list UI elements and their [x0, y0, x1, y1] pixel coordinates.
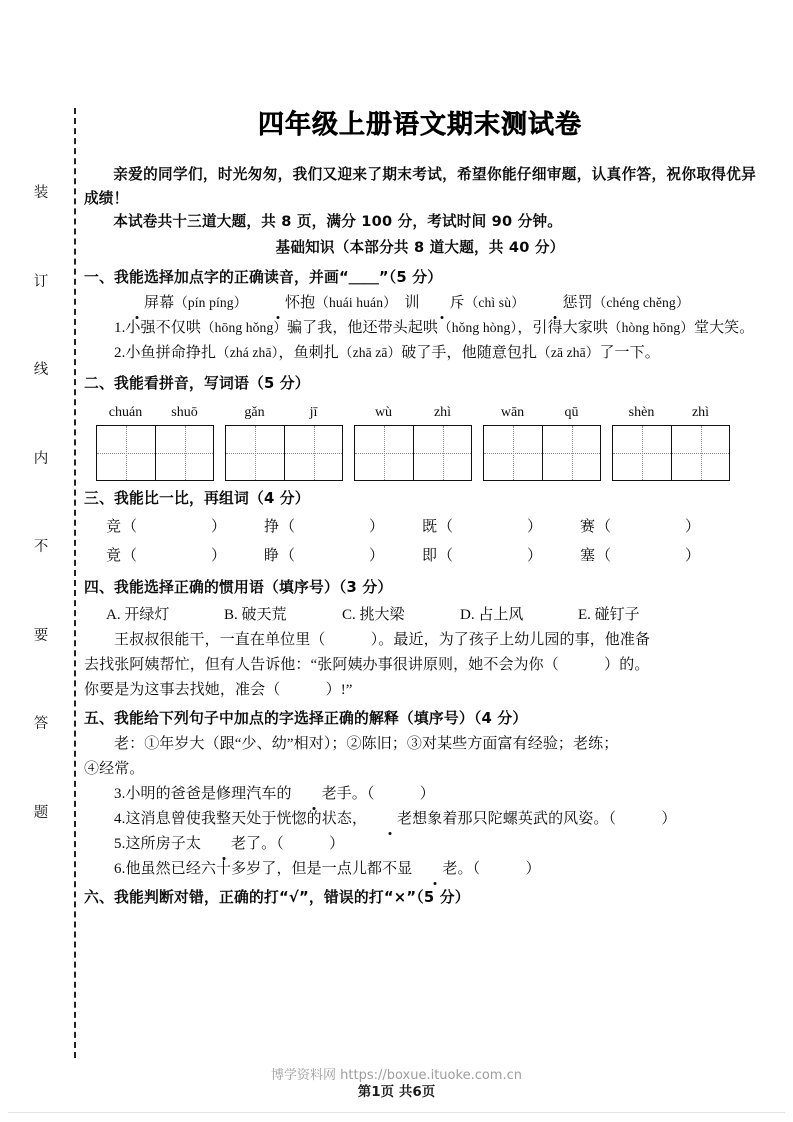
pinyin-labels-5 [612, 404, 730, 425]
watermark-text: 博学资料网 https://boxue.ituoke.com.cn [271, 1068, 522, 1083]
paren-close: ） [211, 519, 227, 536]
binding-char-1: 装 [33, 185, 49, 201]
s1-word-4[interactable] [533, 295, 690, 311]
s1-q1-option-c[interactable]: （hòng hōng） [607, 320, 694, 336]
s5-item5-post: 了。（ ） [246, 836, 345, 853]
grid-cell[interactable] [155, 426, 213, 480]
s1-q1-part-c: ，引得大家哄 [517, 320, 608, 337]
s1-q1-option-a[interactable]: （hōng hǒng） [200, 320, 288, 336]
paren-open: （ [596, 548, 612, 565]
section-1-word-row [84, 291, 756, 316]
binding-char-8: 题 [33, 804, 49, 821]
section-5-item-4[interactable] [84, 807, 756, 832]
compare-words-row-2 [84, 542, 756, 571]
s5-item5-pre: 这所房子太 [125, 836, 201, 853]
bottom-divider [8, 1112, 785, 1113]
binding-char-4: 内 [33, 450, 49, 467]
pinyin-5-syllable-2: zhì [691, 405, 710, 421]
s1-word-4-rest: 罚 [577, 295, 593, 312]
pinyin-3-syllable-1: wù [374, 405, 393, 421]
s1-word-2-rest: 抱 [300, 295, 316, 312]
intro-exam-info: 本试卷共十三道大题，共 8 页，满分 100 分，考试时间 90 分钟。 [113, 213, 563, 231]
pinyin-writing-grid-row [84, 398, 732, 481]
paren-close: ） [685, 519, 701, 536]
s1-q1-part-d: 堂大笑。 [693, 320, 755, 337]
section-1-heading: 一、我能选择加点字的正确读音，并画“＿＿”（5 分） [84, 268, 443, 286]
s5-item6-num: 6. [114, 860, 126, 877]
pinyin-4-syllable-1: wān [500, 405, 525, 421]
section-1-question-1 [84, 316, 756, 341]
grid-cell[interactable] [355, 426, 413, 480]
compare-char: 既 [422, 519, 438, 536]
pinyin-5-syllable-1: shèn [628, 405, 655, 421]
paren-open: （ [122, 548, 138, 565]
compare-char: 竟 [106, 548, 122, 565]
idiom-option-e[interactable]: E. 碰钉子 [578, 606, 640, 623]
pinyin-2-syllable-1: gǎn [244, 405, 265, 421]
grid-cell[interactable] [542, 426, 600, 480]
pinyin-2-syllable-2: jī [309, 405, 318, 421]
paren-close: ） [527, 548, 543, 565]
section-5-item-5[interactable] [84, 832, 756, 857]
s1-q2-option-a[interactable]: （zhá zhā） [216, 345, 279, 361]
binding-char-7: 答 [33, 716, 49, 732]
s1-q1-option-b[interactable]: （hǒng hòng） [438, 320, 518, 336]
binding-char-6: 要 [33, 627, 49, 644]
pinyin-3-syllable-2: zhì [433, 405, 452, 421]
paren-open: （ [438, 548, 454, 565]
answer-grid-4[interactable] [483, 425, 601, 481]
s1-word-1-dotted-char: 屏 [114, 291, 159, 316]
compare-item[interactable] [422, 513, 580, 542]
idiom-passage-line-3[interactable]: 你要是为这事去找她，准会（ ）!” [84, 681, 353, 698]
idiom-option-c[interactable]: C. 挑大梁 [342, 606, 405, 623]
page-number: 第1页 共6页 [357, 1084, 436, 1101]
section-6-heading: 六、我能判断对错，正确的打“√”，错误的打“×”（5 分） [84, 888, 470, 906]
section-5-heading: 五、我能给下列句子中加点的字选择正确的解释（填序号）（4 分） [84, 709, 528, 727]
s1-word-3-options[interactable]: （chì sù） [464, 295, 525, 311]
paren-close: ） [211, 548, 227, 565]
binding-char-3: 线 [33, 362, 49, 378]
pinyin-1-syllable-1: chuán [108, 405, 143, 421]
pinyin-word-group-2 [225, 404, 343, 481]
grid-cell[interactable] [613, 426, 671, 480]
s1-word-1[interactable] [114, 295, 247, 311]
grid-cell[interactable] [284, 426, 342, 480]
s5-item4-pre: 这消息曾使我整天处于恍惚的状态， [125, 811, 368, 828]
s1-q2-option-c[interactable]: （zā zhā） [537, 345, 600, 361]
answer-grid-2[interactable] [225, 425, 343, 481]
grid-cell[interactable] [671, 426, 729, 480]
paren-open: （ [122, 519, 138, 536]
exam-sheet [84, 0, 756, 1122]
compare-char: 塞 [580, 548, 596, 565]
s1-word-1-options[interactable]: （pín píng） [174, 295, 248, 311]
gloss-line-1: 老：①年岁大（跟“少、幼”相对）；②陈旧；③对某些方面富有经验；老练； [114, 736, 619, 753]
s1-q2-part-d: 了一下。 [599, 345, 660, 362]
s5-item4-post: 想象着那只陀螺英武的风姿。（ ） [412, 811, 677, 828]
s1-q2-part-a: 小鱼拼命挣扎 [125, 345, 217, 362]
page-footer [0, 1068, 793, 1102]
idiom-option-b[interactable]: B. 破天荒 [224, 606, 287, 623]
answer-grid-3[interactable] [354, 425, 472, 481]
compare-item[interactable] [106, 542, 264, 571]
gloss-line-2: ④经常。 [84, 761, 145, 778]
binding-dashed-line [74, 108, 76, 1058]
compare-item[interactable] [580, 542, 738, 571]
pinyin-labels-3 [354, 404, 472, 425]
s1-q1-part-a: 小强不仅哄 [125, 320, 201, 337]
s1-word-4-dotted-char: 惩 [533, 291, 578, 316]
s5-item4-dotted-char: 老 [367, 807, 412, 832]
s5-item3-dotted-char: 老 [292, 782, 337, 807]
pinyin-word-group-3 [354, 404, 472, 481]
idiom-passage-line-1[interactable]: 王叔叔很能干，一直在单位里（ ）。最近，为了孩子上幼儿园的事，他准备 [114, 631, 651, 648]
compare-item[interactable] [106, 513, 264, 542]
paren-open: （ [280, 548, 296, 565]
pinyin-word-group-5 [612, 404, 730, 481]
s1-word-3[interactable] [404, 295, 524, 311]
s1-q2-num: 2. [114, 345, 126, 362]
s1-q1-part-b: 骗了我，他还带头起哄 [287, 320, 439, 337]
s1-word-2[interactable] [255, 295, 397, 311]
section-5-item-3[interactable] [84, 782, 756, 807]
s1-word-4-options[interactable]: （chéng chěng） [592, 295, 690, 311]
s1-word-1-rest: 幕 [159, 295, 175, 312]
binding-margin [28, 108, 76, 1058]
section-3-heading: 三、我能比一比，再组词（4 分） [84, 490, 310, 508]
intro-greeting: 亲爱的同学们，时光匆匆，我们又迎来了期末考试，希望你能仔细审题，认真作答，祝你取得优异成绩！ [84, 166, 756, 207]
paren-close: ） [685, 548, 701, 565]
paren-open: （ [596, 519, 612, 536]
binding-margin-characters [28, 186, 54, 820]
pinyin-word-group-4 [483, 404, 601, 481]
s1-q2-part-b: ，鱼刺扎 [278, 345, 339, 362]
compare-item[interactable] [264, 542, 422, 571]
grid-cell[interactable] [413, 426, 471, 480]
compare-item[interactable] [422, 542, 580, 571]
pinyin-4-syllable-2: qū [564, 405, 579, 421]
s5-item4-num: 4. [114, 811, 126, 828]
idiom-option-d[interactable]: D. 占上风 [460, 606, 524, 623]
compare-char: 即 [422, 548, 438, 565]
paren-close: ） [369, 519, 385, 536]
s5-item6-dotted-char: 老 [412, 857, 457, 882]
answer-grid-5[interactable] [612, 425, 730, 481]
compare-words-row-1 [84, 513, 756, 542]
grid-cell[interactable] [97, 426, 155, 480]
s1-word-2-dotted-char: 怀 [255, 291, 300, 316]
s1-q2-option-b[interactable]: （zhā zā） [338, 345, 402, 361]
intro-part-heading: 基础知识（本部分共 8 道大题，共 40 分） [275, 238, 565, 256]
section-2-heading: 二、我能看拼音，写词语（5 分） [84, 375, 310, 393]
idiom-options-row [84, 602, 756, 628]
s5-item6-pre: 他虽然已经六十多岁了，但是一点儿都不显 [125, 860, 413, 877]
page-title: 四年级上册语文期末测试卷 [257, 110, 582, 140]
s5-item3-pre: 小明的爸爸是修理汽车的 [125, 786, 292, 803]
pinyin-word-group-1 [96, 404, 214, 481]
s1-q1-num: 1. [114, 320, 126, 337]
paren-close: ） [527, 519, 543, 536]
s5-item5-dotted-char: 老 [201, 832, 246, 857]
paren-open: （ [438, 519, 454, 536]
s5-item3-num: 3. [114, 786, 126, 803]
compare-char: 挣 [264, 519, 280, 536]
s5-item5-num: 5. [114, 836, 126, 853]
answer-grid-1[interactable] [96, 425, 214, 481]
compare-item[interactable] [264, 513, 422, 542]
pinyin-labels-1 [96, 404, 214, 425]
s1-word-2-options[interactable]: （huái huán） [315, 295, 397, 311]
section-4-heading: 四、我能选择正确的惯用语（填序号）（3 分） [84, 578, 393, 596]
section-1-question-2 [84, 341, 756, 366]
compare-char: 竞 [106, 519, 122, 536]
compare-item[interactable] [580, 513, 738, 542]
section-5-item-6[interactable] [84, 857, 756, 882]
compare-char: 赛 [580, 519, 596, 536]
pinyin-1-syllable-2: shuō [171, 405, 198, 421]
s5-item3-post: 手。（ ） [336, 786, 435, 803]
s1-q2-part-c: 破了手，他随意包扎 [401, 345, 538, 362]
intro-block [84, 141, 756, 260]
s1-word-3-rest: 训 [404, 295, 420, 312]
binding-char-5: 不 [33, 539, 49, 555]
pinyin-labels-4 [483, 404, 601, 425]
paren-open: （ [280, 519, 296, 536]
s1-word-3-dotted-char: 斥 [420, 291, 465, 316]
compare-char: 睁 [264, 548, 280, 565]
pinyin-labels-2 [225, 404, 343, 425]
idiom-passage-line-2[interactable]: 去找张阿姨帮忙，但有人告诉他：“张阿姨办事很讲原则，她不会为你（ ）的。 [84, 656, 650, 673]
grid-cell[interactable] [226, 426, 284, 480]
idiom-option-a[interactable]: A. 开绿灯 [106, 606, 170, 623]
s5-item6-post: 。（ ） [457, 860, 541, 877]
binding-char-2: 订 [33, 273, 49, 290]
grid-cell[interactable] [484, 426, 542, 480]
paren-close: ） [369, 548, 385, 565]
